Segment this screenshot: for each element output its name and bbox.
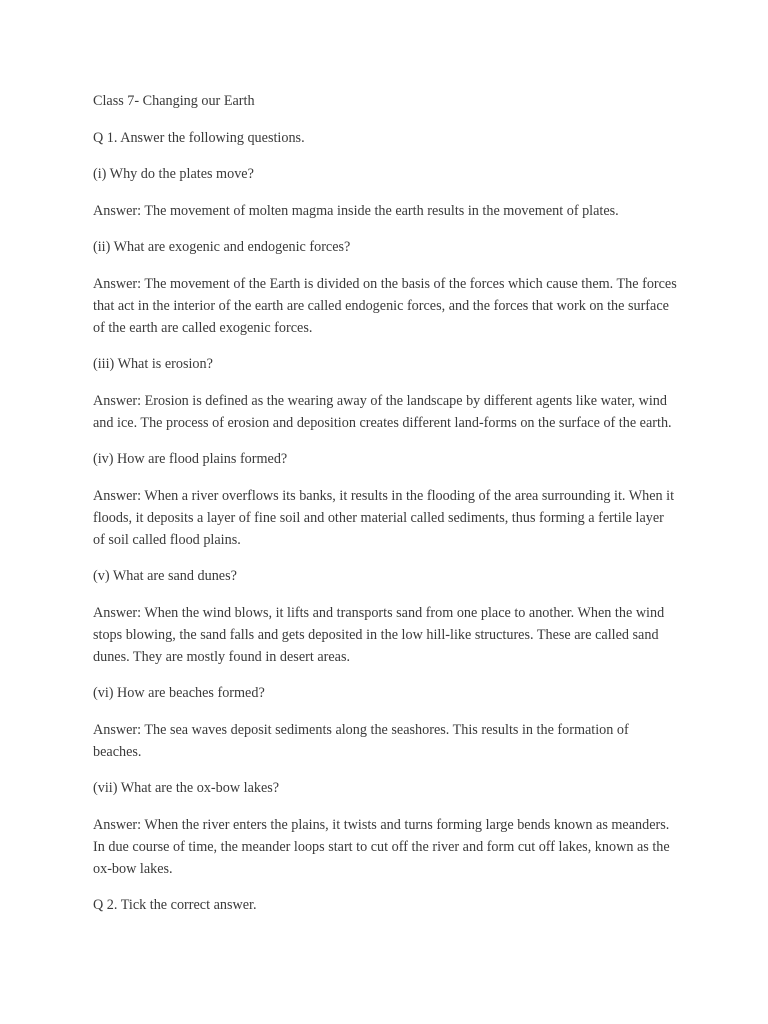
answer-vii: Answer: When the river enters the plains, it twists and turns forming large bends known as meanders. In due course of time, the meander loops start to cut off the river and form cut off lakes, known as the ox-bow lakes. — [93, 816, 670, 877]
section-heading-q1: Q 1. Answer the following questions. — [93, 129, 305, 146]
answer-iii: Answer: Erosion is defined as the wearing away of the landscape by different agents like water, wind and ice. The process of erosion and deposition creates different land-forms on the surface of the earth. — [93, 392, 672, 431]
answer-vi: Answer: The sea waves deposit sediments along the seashores. This results in the formation of beaches. — [93, 721, 629, 760]
section-heading-q2: Q 2. Tick the correct answer. — [93, 897, 257, 913]
answer-v: Answer: When the wind blows, it lifts and transports sand from one place to another. When the wind stops blowing, the sand falls and gets deposited in the low hill-like structures. These are called sand dunes. They are mostly found in desert areas. — [93, 604, 665, 665]
document-page — [93, 90, 678, 931]
answer-i: Answer: The movement of molten magma inside the earth results in the movement of plates. — [93, 202, 619, 219]
question-iv: (iv) How are flood plains formed? — [93, 451, 288, 467]
question-iii: (iii) What is erosion? — [93, 356, 213, 372]
answer-iv: Answer: When a river overflows its banks, it results in the flooding of the area surrounding it. When it floods, it deposits a layer of fine soil and other material called sediments, thus forming a fertile layer of soil called flood plains. — [93, 487, 675, 548]
question-vii: (vii) What are the ox-bow lakes? — [93, 780, 280, 796]
answer-ii: Answer: The movement of the Earth is divided on the basis of the forces which cause them. The forces that act in the interior of the earth are called endogenic forces, and the forces that work on the surface of the earth are called exogenic forces. — [93, 275, 677, 336]
question-ii: (ii) What are exogenic and endogenic forces? — [93, 239, 351, 255]
document-title: Class 7- Changing our Earth — [93, 93, 255, 109]
question-vi: (vi) How are beaches formed? — [93, 685, 265, 701]
question-v: (v) What are sand dunes? — [93, 568, 237, 584]
question-i: (i) Why do the plates move? — [93, 166, 254, 182]
